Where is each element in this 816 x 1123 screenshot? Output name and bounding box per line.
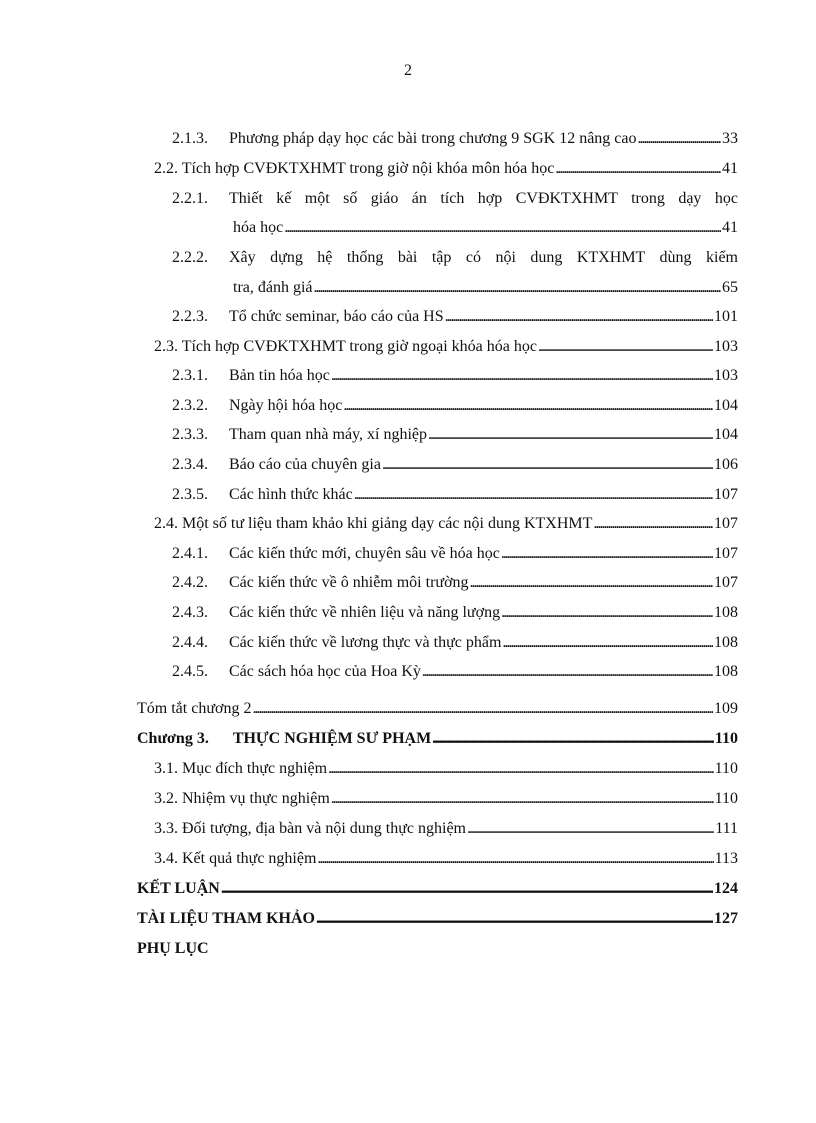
toc-entry-page: 106 — [714, 456, 738, 473]
dot-leader — [422, 663, 713, 681]
toc-entry-page: 110 — [714, 730, 738, 747]
toc-entry-title: Phương pháp dạy học các bài trong chương 9 SGK 12 nâng cao — [229, 130, 637, 147]
toc-entry-page: 108 — [714, 604, 738, 621]
toc-entry — [0, 820, 816, 848]
toc-entry-page: 101 — [714, 308, 738, 325]
toc-entry-number: 2.4.3. — [172, 604, 208, 621]
toc-entry-title: Các kiến thức về nhiên liệu và năng lượng — [229, 604, 501, 621]
dot-leader — [502, 634, 713, 652]
toc-entry-title: Tóm tắt chương 2 — [137, 700, 252, 717]
toc-entry-title: KẾT LUẬN — [137, 880, 220, 897]
dot-leader — [314, 279, 721, 297]
toc-entry-title: Thiết kế một số giáo án tích hợp CVĐKTXHMT trong dạy học — [229, 190, 738, 207]
dot-leader — [343, 397, 713, 415]
toc-entry-page: 108 — [714, 634, 738, 651]
toc-entry-title: 3.4. Kết quả thực nghiệm — [154, 850, 317, 867]
dot-leader — [328, 760, 714, 778]
toc-entry — [0, 663, 816, 691]
dot-leader — [284, 219, 721, 237]
toc-entry-page: 111 — [715, 820, 738, 837]
dot-leader — [432, 730, 714, 748]
toc-entry-number: 2.2.3. — [172, 308, 208, 325]
toc-entry — [0, 790, 816, 818]
toc-entry-title: PHỤ LỤC — [137, 940, 209, 957]
toc-entry-page: 103 — [714, 367, 738, 384]
toc-entry-title: 3.2. Nhiệm vụ thực nghiệm — [154, 790, 330, 807]
toc-entry-page: 104 — [714, 397, 738, 414]
dot-leader — [382, 456, 713, 474]
toc-entry-number: 2.2.1. — [172, 190, 208, 207]
toc-entry-number: 2.3.4. — [172, 456, 208, 473]
toc-entry-title: Bản tin hóa học — [229, 367, 330, 384]
toc-entry-page: 113 — [714, 850, 738, 867]
toc-entry-number: 2.4.5. — [172, 663, 208, 680]
toc-entry-page: 41 — [722, 160, 738, 177]
toc-entry-title: THỰC NGHIỆM SƯ PHẠM — [232, 730, 432, 747]
dot-leader — [221, 880, 713, 898]
toc-entry-title: 2.2. Tích hợp CVĐKTXHMT trong giờ nội khóa môn hóa học — [154, 160, 555, 177]
toc-entry-title: Các sách hóa học của Hoa Kỳ — [229, 663, 421, 680]
toc-entry-title: 2.4. Một số tư liệu tham khảo khi giảng dạy các nội dung KTXHMT — [154, 515, 593, 532]
toc-entry-title-continued: tra, đánh giá — [233, 279, 313, 296]
toc-entry — [0, 426, 816, 454]
toc-entry-number: 2.4.4. — [172, 634, 208, 651]
toc-entry — [0, 910, 816, 938]
toc-entry — [0, 130, 816, 158]
dot-leader — [467, 820, 714, 838]
toc-entry-title: 3.1. Mục đích thực nghiệm — [154, 760, 328, 777]
toc-entry-page: 107 — [714, 515, 738, 532]
dot-leader — [501, 545, 713, 563]
toc-entry-page: 103 — [714, 338, 738, 355]
toc-entry-page: 127 — [714, 910, 738, 927]
toc-entry-page: 110 — [714, 760, 738, 777]
dot-leader — [428, 426, 713, 444]
toc-entry — [0, 634, 816, 662]
toc-entry-number: 2.3.3. — [172, 426, 208, 443]
toc-entry-number: 2.1.3. — [172, 130, 208, 147]
page-number: 2 — [404, 62, 412, 79]
dot-leader — [317, 850, 713, 868]
toc-entry-title: Các kiến thức mới, chuyên sâu về hóa học — [229, 545, 500, 562]
dot-leader — [445, 308, 713, 326]
dot-leader — [316, 910, 713, 928]
toc-entry — [0, 545, 816, 573]
toc-entry-page: 107 — [714, 486, 738, 503]
dot-leader — [638, 130, 721, 148]
toc-entry-number: 2.2.2. — [172, 249, 208, 266]
toc-entry-page: 41 — [722, 219, 738, 236]
toc-entry-title-continued: hóa học — [233, 219, 284, 236]
dot-leader — [538, 338, 713, 356]
dot-leader — [555, 160, 721, 178]
toc-entry-page: 104 — [714, 426, 738, 443]
toc-entry — [0, 249, 816, 296]
toc-entry — [0, 760, 816, 788]
toc-entry-number: 2.3.1. — [172, 367, 208, 384]
dot-leader — [501, 604, 713, 622]
toc-entry-title: Các hình thức khác — [229, 486, 353, 503]
toc-entry-title: TÀI LIỆU THAM KHẢO — [137, 910, 315, 927]
toc-entry — [0, 880, 816, 908]
toc-entry — [0, 456, 816, 484]
toc-entry-number: 2.3.5. — [172, 486, 208, 503]
dot-leader — [331, 790, 714, 808]
toc-entry-title: Tham quan nhà máy, xí nghiệp — [229, 426, 428, 443]
toc-entry-page: 110 — [714, 790, 738, 807]
dot-leader — [470, 574, 713, 592]
toc-entry-page: 107 — [714, 545, 738, 562]
toc-entry — [0, 397, 816, 425]
toc-entry-number: Chương 3. — [137, 730, 209, 747]
dot-leader — [331, 367, 713, 385]
toc-entry — [0, 515, 816, 543]
toc-entry — [0, 700, 816, 728]
toc-entry-title: Các kiến thức về ô nhiễm môi trường — [229, 574, 469, 591]
toc-entry — [0, 190, 816, 236]
toc-entry-title: 3.3. Đối tượng, địa bàn và nội dung thực nghiệm — [154, 820, 466, 837]
toc-entry-page: 108 — [714, 663, 738, 680]
toc-entry-page: 33 — [722, 130, 738, 147]
toc-entry-number: 2.4.1. — [172, 545, 208, 562]
toc-entry — [0, 850, 816, 878]
toc-entry-title: Xây dựng hệ thống bài tập có nội dung KTXHMT dùng kiểm — [229, 249, 738, 266]
toc-entry — [0, 338, 816, 366]
toc-entry — [0, 940, 816, 968]
toc-entry-number: 2.4.2. — [172, 574, 208, 591]
toc-entry — [0, 574, 816, 602]
toc-entry — [0, 486, 816, 514]
toc-entry — [0, 160, 816, 188]
toc-entry — [0, 308, 816, 336]
toc-entry-title: 2.3. Tích hợp CVĐKTXHMT trong giờ ngoại khóa hóa học — [154, 338, 537, 355]
toc-entry-page: 65 — [722, 279, 738, 296]
toc-entry — [0, 604, 816, 632]
toc-entry-page: 107 — [714, 574, 738, 591]
toc-entry-number: 2.3.2. — [172, 397, 208, 414]
toc-entry-title: Các kiến thức về lương thực và thực phẩm — [229, 634, 502, 651]
toc-entry-page: 109 — [714, 700, 738, 717]
dot-leader — [252, 700, 713, 718]
dot-leader — [354, 486, 713, 504]
toc-entry — [0, 367, 816, 395]
dot-leader — [593, 515, 713, 533]
toc-entry-title: Tổ chức seminar, báo cáo của HS — [229, 308, 444, 325]
toc-entry-page: 124 — [714, 880, 738, 897]
toc-entry-title: Ngày hội hóa học — [229, 397, 343, 414]
toc-entry-title: Báo cáo của chuyên gia — [229, 456, 381, 473]
toc-entry — [0, 730, 816, 758]
